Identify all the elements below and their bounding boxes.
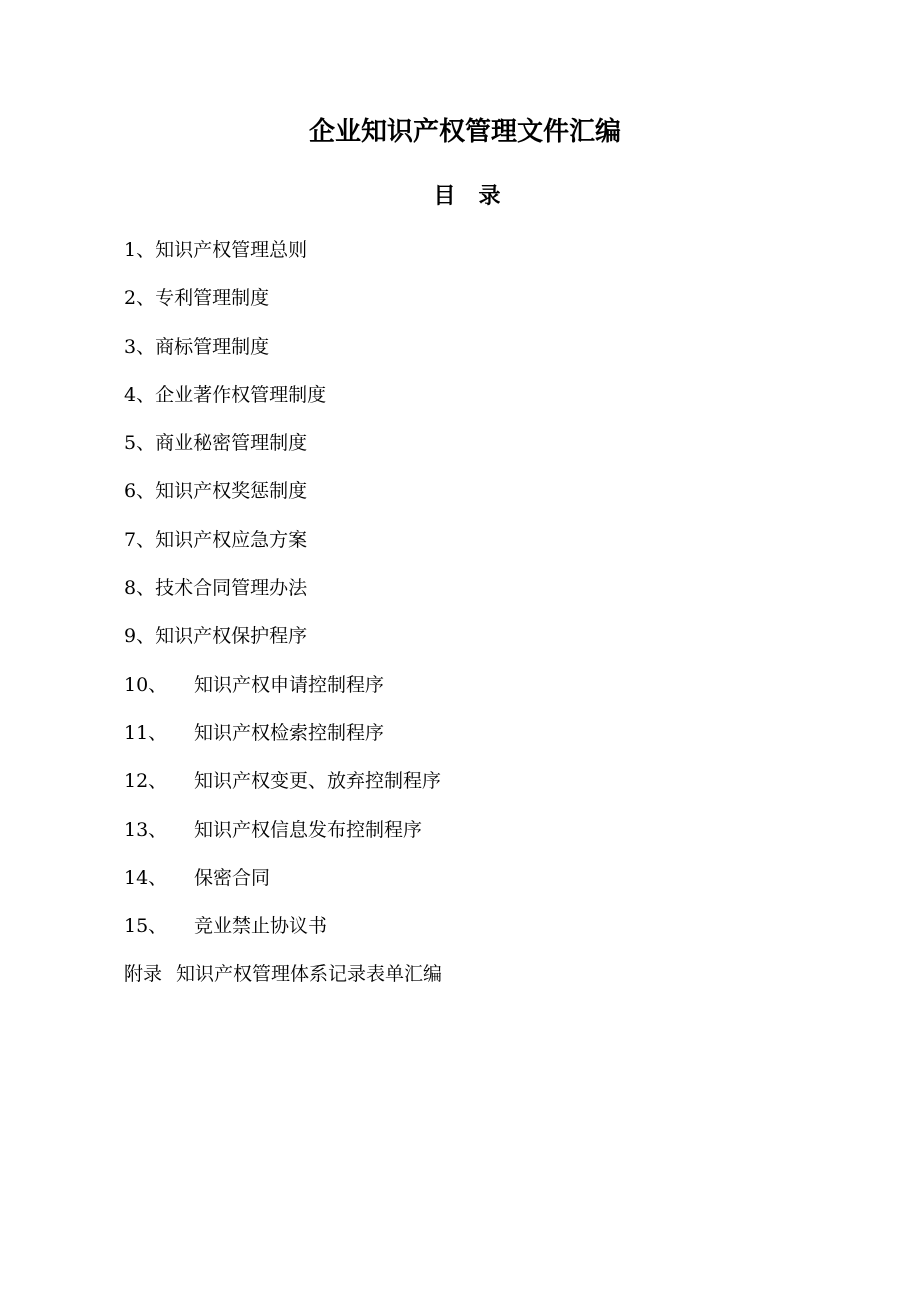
toc-item-12 (124, 763, 844, 811)
appendix-text: 知识产权管理体系记录表单汇编 (176, 963, 443, 986)
toc-item-number: 3、 (124, 335, 156, 358)
toc-item-number: 13、 (124, 818, 168, 841)
toc-item-text: 知识产权申请控制程序 (194, 673, 385, 696)
toc-item-5 (124, 425, 844, 473)
toc-item-text: 技术合同管理办法 (155, 577, 308, 600)
toc-item-11 (124, 715, 844, 763)
toc-item-13 (124, 812, 844, 860)
toc-item-10 (124, 667, 844, 715)
toc-item-text: 知识产权管理总则 (155, 239, 308, 261)
toc-item-4 (124, 377, 844, 425)
toc-item-text: 知识产权检索控制程序 (194, 721, 385, 744)
document-title: 企业知识产权管理文件汇编 (308, 117, 621, 147)
toc-item-number: 1、 (124, 239, 156, 261)
toc-item-number: 7、 (124, 528, 156, 551)
appendix-label: 附录 (124, 963, 163, 986)
toc-item-number: 14、 (124, 866, 168, 889)
toc-item-text: 知识产权保护程序 (155, 625, 308, 648)
toc-item-3 (124, 329, 844, 377)
toc-item-number: 10、 (124, 673, 168, 696)
toc-item-1 (124, 232, 844, 280)
toc-item-number: 4、 (124, 383, 156, 406)
toc-item-14 (124, 860, 844, 908)
toc-item-text: 商标管理制度 (155, 335, 270, 358)
toc-item-number: 15、 (124, 915, 168, 938)
toc-item-number: 6、 (124, 480, 156, 503)
toc-list (124, 232, 844, 1005)
toc-appendix (124, 956, 844, 1004)
toc-item-text: 竞业禁止协议书 (194, 915, 328, 938)
toc-item-text: 知识产权奖惩制度 (155, 480, 308, 503)
toc-item-number: 9、 (124, 625, 156, 648)
toc-item-8 (124, 570, 844, 618)
toc-item-number: 12、 (124, 770, 168, 793)
toc-item-2 (124, 280, 844, 328)
toc-item-text: 商业秘密管理制度 (155, 432, 308, 455)
toc-item-text: 保密合同 (194, 866, 271, 889)
toc-item-6 (124, 473, 844, 521)
toc-item-text: 知识产权变更、放弃控制程序 (194, 770, 442, 793)
toc-item-number: 5、 (124, 432, 156, 455)
toc-item-number: 11、 (124, 721, 168, 744)
toc-heading: 目 录 (433, 183, 501, 209)
toc-item-9 (124, 618, 844, 666)
toc-item-text: 知识产权应急方案 (155, 528, 308, 551)
toc-item-7 (124, 522, 844, 570)
toc-item-number: 2、 (124, 287, 156, 310)
toc-item-15 (124, 908, 844, 956)
toc-item-text: 企业著作权管理制度 (155, 383, 327, 406)
toc-item-text: 专利管理制度 (155, 287, 270, 310)
toc-item-text: 知识产权信息发布控制程序 (194, 818, 423, 841)
toc-item-number: 8、 (124, 577, 156, 600)
